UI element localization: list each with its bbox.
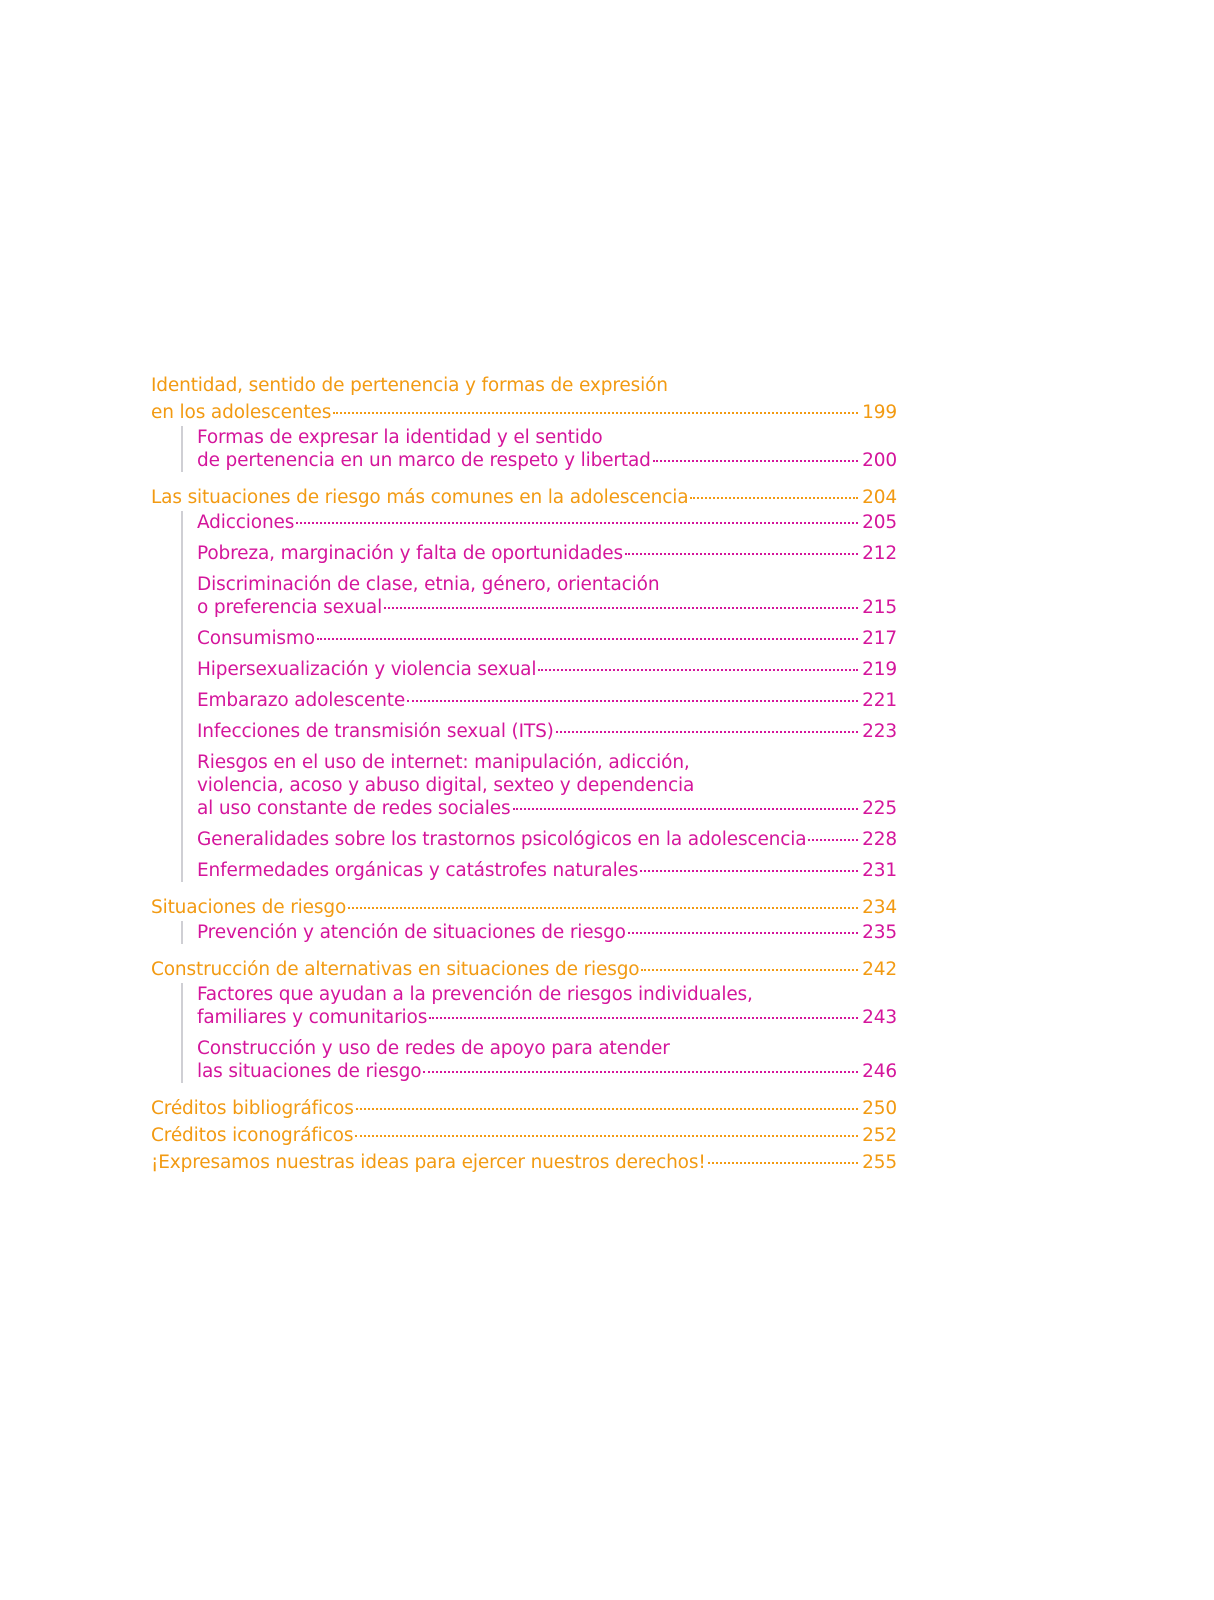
dot-leader	[708, 1161, 858, 1164]
toc-line	[197, 1006, 897, 1029]
toc-line	[197, 1060, 897, 1083]
toc-subsection	[197, 983, 897, 1029]
page-number: 231	[862, 860, 897, 881]
dot-leader	[690, 496, 858, 499]
dot-leader	[296, 521, 858, 524]
page-number: 234	[862, 897, 897, 918]
toc-line	[197, 627, 897, 650]
toc-entry-text: Factores que ayudan a la prevención de riesgos individuales,	[197, 984, 753, 1005]
page-number: 205	[862, 512, 897, 533]
page-number: 223	[862, 721, 897, 742]
toc-entry-text: o preferencia sexual	[197, 597, 383, 618]
toc-entry-text: Situaciones de riesgo	[151, 897, 347, 918]
toc-line	[151, 956, 897, 983]
toc-entry-text: Prevención y atención de situaciones de riesgo	[197, 922, 626, 943]
toc-line	[197, 921, 897, 944]
page-number: 246	[862, 1061, 897, 1082]
toc-entry-text: Embarazo adolescente	[197, 690, 406, 711]
page-number: 219	[862, 659, 897, 680]
toc-line	[197, 797, 897, 820]
toc-subsection-group	[181, 426, 897, 472]
page-number: 228	[862, 829, 897, 850]
toc-entry-text: Pobreza, marginación y falta de oportunidades	[197, 543, 623, 564]
toc-entry-text: Infecciones de transmisión sexual (ITS)	[197, 721, 554, 742]
toc-subsection	[197, 720, 897, 743]
dot-leader	[429, 1016, 858, 1019]
dot-leader	[317, 637, 858, 640]
toc-section	[151, 894, 897, 944]
toc-entry-text: familiares y comunitarios	[197, 1007, 428, 1028]
toc-line	[197, 542, 897, 565]
dot-leader	[384, 606, 858, 609]
toc-subsection	[197, 511, 897, 534]
toc-line	[197, 751, 897, 774]
dot-leader	[423, 1070, 858, 1073]
toc-entry-text: Discriminación de clase, etnia, género, orientación	[197, 574, 660, 595]
dot-leader	[640, 869, 858, 872]
toc-line	[151, 1149, 897, 1176]
toc-entry-text: Generalidades sobre los trastornos psicológicos en la adolescencia	[197, 829, 807, 850]
toc-subsection	[197, 658, 897, 681]
toc-entry-text: Formas de expresar la identidad y el sentido	[197, 427, 603, 448]
toc-line	[197, 828, 897, 851]
page-number: 221	[862, 690, 897, 711]
toc-entry-text: Riesgos en el uso de internet: manipulación, adicción,	[197, 752, 690, 773]
dot-leader	[556, 730, 858, 733]
dot-leader	[625, 552, 858, 555]
toc-line	[197, 449, 897, 472]
dot-leader	[538, 668, 858, 671]
page-number: 200	[862, 450, 897, 471]
toc-section	[151, 372, 897, 472]
page-number: 243	[862, 1007, 897, 1028]
toc-entry-text: Créditos bibliográficos	[151, 1098, 354, 1119]
toc-line	[197, 774, 897, 797]
toc-line	[151, 372, 897, 399]
dot-leader	[641, 968, 858, 971]
toc-line	[197, 426, 897, 449]
toc-entry-text: al uso constante de redes sociales	[197, 798, 511, 819]
toc-entry-text: de pertenencia en un marco de respeto y libertad	[197, 450, 651, 471]
toc-entry-text: Hipersexualización y violencia sexual	[197, 659, 537, 680]
page-number: 255	[862, 1152, 897, 1173]
toc-line	[197, 596, 897, 619]
toc-entry-text: en los adolescentes	[151, 402, 332, 423]
toc-entry-text: Enfermedades orgánicas y catástrofes naturales	[197, 860, 639, 881]
toc-subsection	[197, 573, 897, 619]
toc-subsection-group	[181, 983, 897, 1083]
toc-section	[151, 484, 897, 882]
toc-line	[151, 399, 897, 426]
toc-entry-text: Identidad, sentido de pertenencia y formas de expresión	[151, 375, 668, 396]
toc-subsection	[197, 859, 897, 882]
page-number: 199	[862, 402, 897, 423]
toc-entry-text: violencia, acoso y abuso digital, sexteo y dependencia	[197, 775, 695, 796]
table-of-contents	[151, 372, 897, 1176]
toc-entry-text: Construcción de alternativas en situaciones de riesgo	[151, 959, 640, 980]
page-number: 242	[862, 959, 897, 980]
dot-leader	[407, 699, 858, 702]
dot-leader	[348, 906, 858, 909]
toc-subsection	[197, 426, 897, 472]
toc-line	[197, 658, 897, 681]
dot-leader	[653, 459, 858, 462]
page-number: 235	[862, 922, 897, 943]
page-number: 252	[862, 1125, 897, 1146]
toc-entry-text: ¡Expresamos nuestras ideas para ejercer nuestros derechos!	[151, 1152, 706, 1173]
toc-entry-text: Adicciones	[197, 512, 295, 533]
toc-section	[151, 956, 897, 1083]
dot-leader	[808, 838, 858, 841]
toc-line	[151, 894, 897, 921]
toc-entry-text: Construcción y uso de redes de apoyo para atender	[197, 1038, 670, 1059]
toc-line	[197, 573, 897, 596]
toc-subsection	[197, 542, 897, 565]
toc-line	[197, 511, 897, 534]
toc-line	[197, 1037, 897, 1060]
page-number: 204	[862, 487, 897, 508]
toc-subsection-group	[181, 511, 897, 882]
page-number: 250	[862, 1098, 897, 1119]
page-number: 225	[862, 798, 897, 819]
toc-line	[197, 859, 897, 882]
page-number: 217	[862, 628, 897, 649]
toc-entry-text: Las situaciones de riesgo más comunes en la adolescencia	[151, 487, 689, 508]
toc-line	[197, 720, 897, 743]
dot-leader	[356, 1107, 858, 1110]
toc-line	[151, 1122, 897, 1149]
page-number: 212	[862, 543, 897, 564]
toc-subsection	[197, 751, 897, 820]
dot-leader	[333, 411, 858, 414]
toc-entry-text: las situaciones de riesgo	[197, 1061, 422, 1082]
toc-line	[197, 689, 897, 712]
toc-line	[151, 1095, 897, 1122]
toc-subsection-group	[181, 921, 897, 944]
toc-subsection	[197, 689, 897, 712]
dot-leader	[513, 807, 858, 810]
toc-subsection	[197, 627, 897, 650]
dot-leader	[355, 1134, 858, 1137]
toc-entry-text: Consumismo	[197, 628, 315, 649]
toc-subsection	[197, 1037, 897, 1083]
toc-line	[151, 484, 897, 511]
toc-subsection	[197, 828, 897, 851]
toc-line	[197, 983, 897, 1006]
dot-leader	[628, 931, 858, 934]
toc-back-matter	[151, 1095, 897, 1176]
toc-entry-text: Créditos iconográficos	[151, 1125, 354, 1146]
page-number: 215	[862, 597, 897, 618]
toc-subsection	[197, 921, 897, 944]
